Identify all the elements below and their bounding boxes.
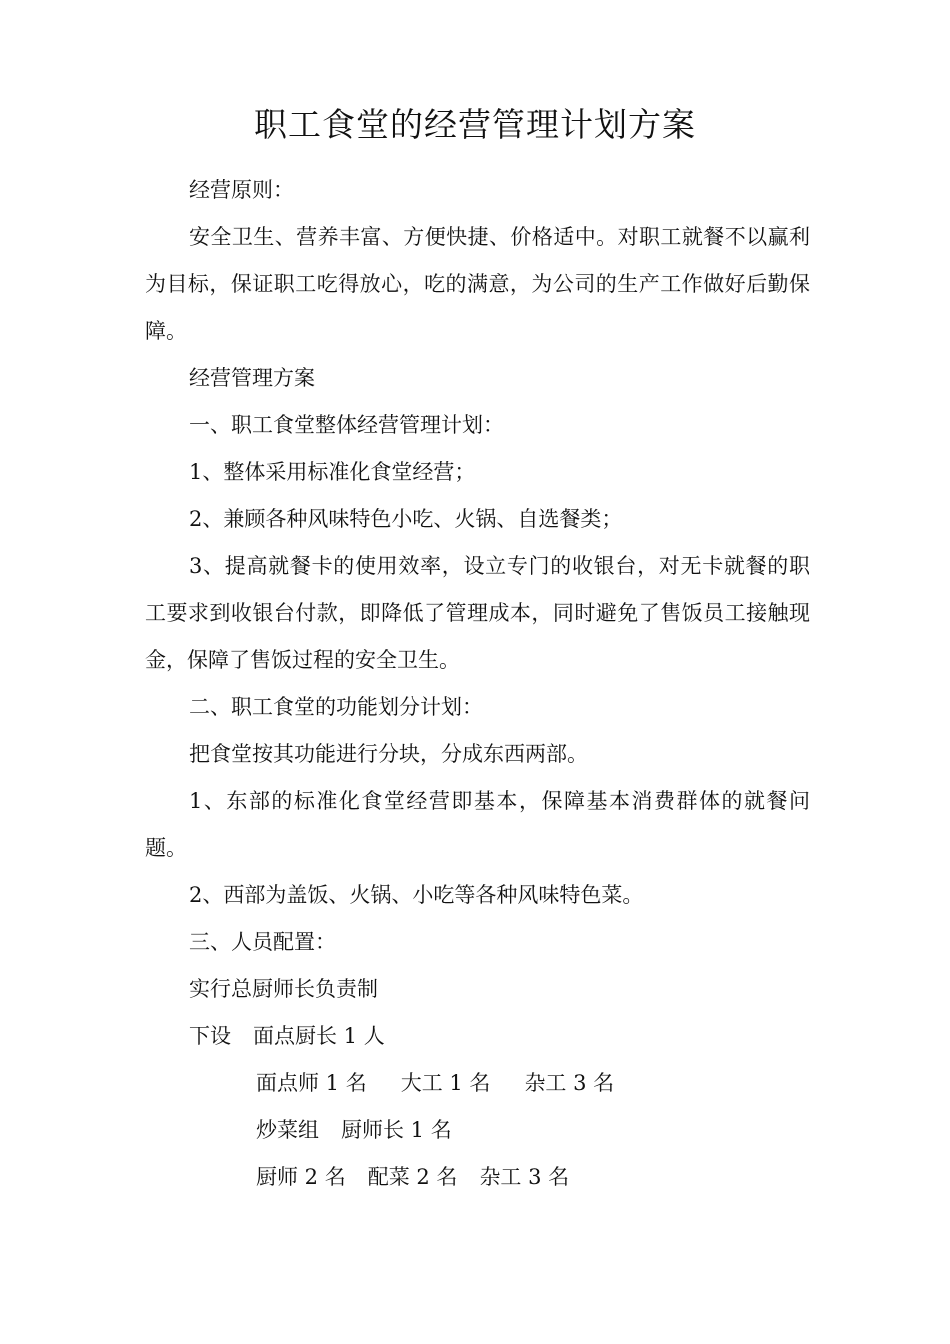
staff-chef: 厨师 2 名 <box>256 1165 346 1189</box>
staff-row-noodle-head <box>145 1013 810 1060</box>
paragraph-west: 2、西部为盖饭、火锅、小吃等各种风味特色菜。 <box>189 883 644 907</box>
staff-row-stirfry-team <box>145 1154 810 1201</box>
paragraph-division: 把食堂按其功能进行分块，分成东西两部。 <box>189 742 588 766</box>
paragraph-item-2: 2、兼顾各种风味特色小吃、火锅、自选餐类； <box>189 507 623 531</box>
staff-row-stirfry-head <box>145 1107 810 1154</box>
paragraph-item-1: 1、整体采用标准化食堂经营； <box>189 460 476 484</box>
document-body <box>145 167 810 1201</box>
paragraph-plan-heading: 经营管理方案 <box>189 366 315 390</box>
paragraph-section-two: 二、职工食堂的功能划分计划： <box>189 695 483 719</box>
paragraph-east: 1、东部的标准化食堂经营即基本，保障基本消费群体的就餐问题。 <box>145 789 810 860</box>
staff-side-dish: 配菜 2 名 <box>367 1165 458 1189</box>
staff-xiashe-label: 下设 <box>189 1024 231 1048</box>
paragraph-item-3: 3、提高就餐卡的使用效率，设立专门的收银台，对无卡就餐的职工要求到收银台付款，即降低了管理成本，同时避免了售饭员工接触现金，保障了售饭过程的安全卫生。 <box>145 554 810 672</box>
paragraph-section-one: 一、职工食堂整体经营管理计划： <box>189 413 504 437</box>
staff-noodle-head: 面点厨长 1 人 <box>253 1024 385 1048</box>
staff-big-worker: 大工 1 名 <box>400 1071 491 1095</box>
staff-noodle-chef: 面点师 1 名 <box>256 1071 367 1095</box>
staff-head-chef: 厨师长 1 名 <box>341 1118 452 1142</box>
paragraph-principle-text: 安全卫生、营养丰富、方便快捷、价格适中。对职工就餐不以赢利为目标，保证职工吃得放心，吃的满意，为公司的生产工作做好后勤保障。 <box>145 225 810 343</box>
paragraph-section-three: 三、人员配置： <box>189 930 336 954</box>
staff-misc-worker-b: 杂工 3 名 <box>479 1165 570 1189</box>
paragraph-principle-heading: 经营原则： <box>189 178 294 202</box>
staff-stirfry-group: 炒菜组 <box>256 1118 319 1142</box>
staff-row-noodle-team <box>145 1060 810 1107</box>
paragraph-chef-system: 实行总厨师长负责制 <box>189 977 378 1001</box>
document-title: 职工食堂的经营管理计划方案 <box>254 105 696 144</box>
staff-misc-worker-a: 杂工 3 名 <box>524 1071 615 1095</box>
